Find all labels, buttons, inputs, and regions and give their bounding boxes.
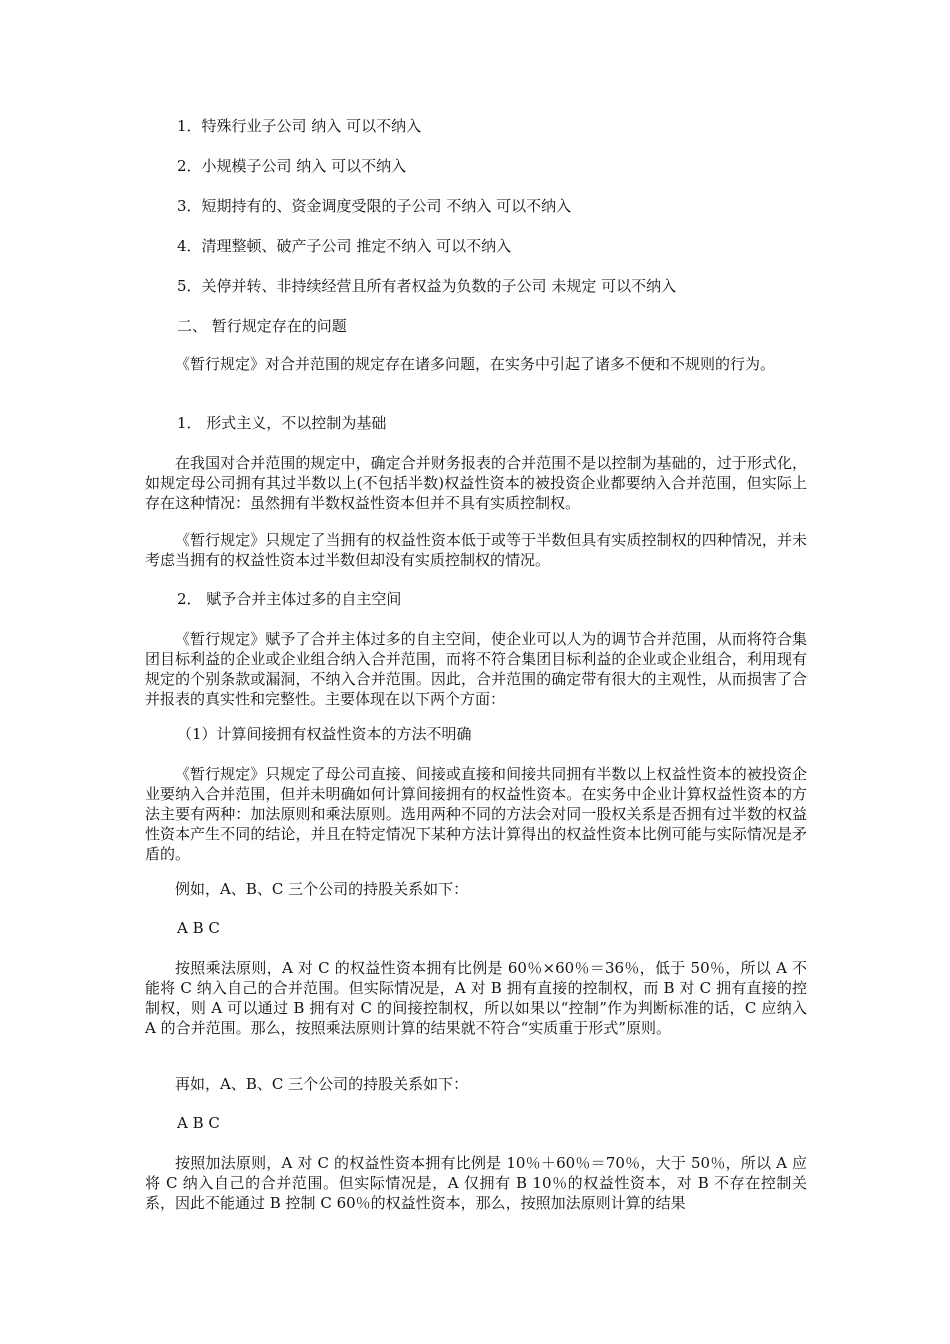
list-item: 2．小规模子公司 纳入 可以不纳入	[177, 157, 407, 175]
ownership-diagram-label: A B C	[177, 919, 220, 937]
section-heading: 二、 暂行规定存在的问题	[177, 317, 347, 335]
list-item: 4．清理整顿、破产子公司 推定不纳入 可以不纳入	[177, 237, 512, 255]
list-item: 1．特殊行业子公司 纳入 可以不纳入	[177, 117, 422, 135]
paragraph: 按照加法原则，A 对 C 的权益性资本拥有比例是 10％＋60％＝70％，大于 50％，所以 A 应将 C 纳入自己的合并范围。但实际情况是，A 仅拥有 B 10％的权益性资本，对 B 不存在控制关系，因此不能通过 B 控制 C 60％的权益性资本，那么，按照加法原则计算的结果	[145, 1154, 807, 1212]
ownership-diagram-label: A B C	[177, 1114, 220, 1132]
paragraph: 《暂行规定》赋予了合并主体过多的自主空间，使企业可以人为的调节合并范围，从而将符合集团目标利益的企业或企业组合纳入合并范围，而将不符合集团目标利益的企业或企业组合，利用现有规定的个别条款或漏洞，不纳入合并范围。因此，合并范围的确定带有很大的主观性，从而损害了合并报表的真实性和完整性。主要体现在以下两个方面：	[145, 630, 807, 708]
list-item: 3．短期持有的、资金调度受限的子公司 不纳入 可以不纳入	[177, 197, 572, 215]
paragraph: 《暂行规定》对合并范围的规定存在诸多问题，在实务中引起了诸多不便和不规则的行为。	[175, 355, 776, 373]
paragraph: 再如，A、B、C 三个公司的持股关系如下：	[175, 1075, 469, 1093]
subsection-heading: 2． 赋予合并主体过多的自主空间	[177, 590, 402, 608]
subsection-heading: 1． 形式主义，不以控制为基础	[177, 414, 387, 432]
paragraph: 《暂行规定》只规定了当拥有的权益性资本低于或等于半数但具有实质控制权的四种情况，并未考虑当拥有的权益性资本过半数但却没有实质控制权的情况。	[145, 531, 807, 569]
subsection-heading: （1）计算间接拥有权益性资本的方法不明确	[177, 725, 472, 743]
paragraph: 例如，A、B、C 三个公司的持股关系如下：	[175, 880, 469, 898]
paragraph: 在我国对合并范围的规定中，确定合并财务报表的合并范围不是以控制为基础的，过于形式化，如规定母公司拥有其过半数以上(不包括半数)权益性资本的被投资企业都要纳入合并范围，但实际上存在这种情况：虽然拥有半数权益性资本但并不具有实质控制权。	[145, 454, 807, 512]
paragraph: 《暂行规定》只规定了母公司直接、间接或直接和间接共同拥有半数以上权益性资本的被投资企业要纳入合并范围，但并未明确如何计算间接拥有的权益性资本。在实务中企业计算权益性资本的方法主要有两种：加法原则和乘法原则。选用两种不同的方法会对同一股权关系是否拥有过半数的权益性资本产生不同的结论，并且在特定情况下某种方法计算得出的权益性资本比例可能与实际情况是矛盾的。	[145, 765, 807, 863]
paragraph: 按照乘法原则，A 对 C 的权益性资本拥有比例是 60％×60％＝36％，低于 50％，所以 A 不能将 C 纳入自己的合并范围。但实际情况是，A 对 B 拥有直接的控制权，而 B 对 C 拥有直接的控制权，则 A 可以通过 B 拥有对 C 的间接控制权，所以如果以“控制”作为判断标准的话，C 应纳入 A 的合并范围。那么，按照乘法原则计算的结果就不符合“实质重于形式”原则。	[145, 959, 807, 1037]
list-item: 5．关停并转、非持续经营且所有者权益为负数的子公司 未规定 可以不纳入	[177, 277, 677, 295]
